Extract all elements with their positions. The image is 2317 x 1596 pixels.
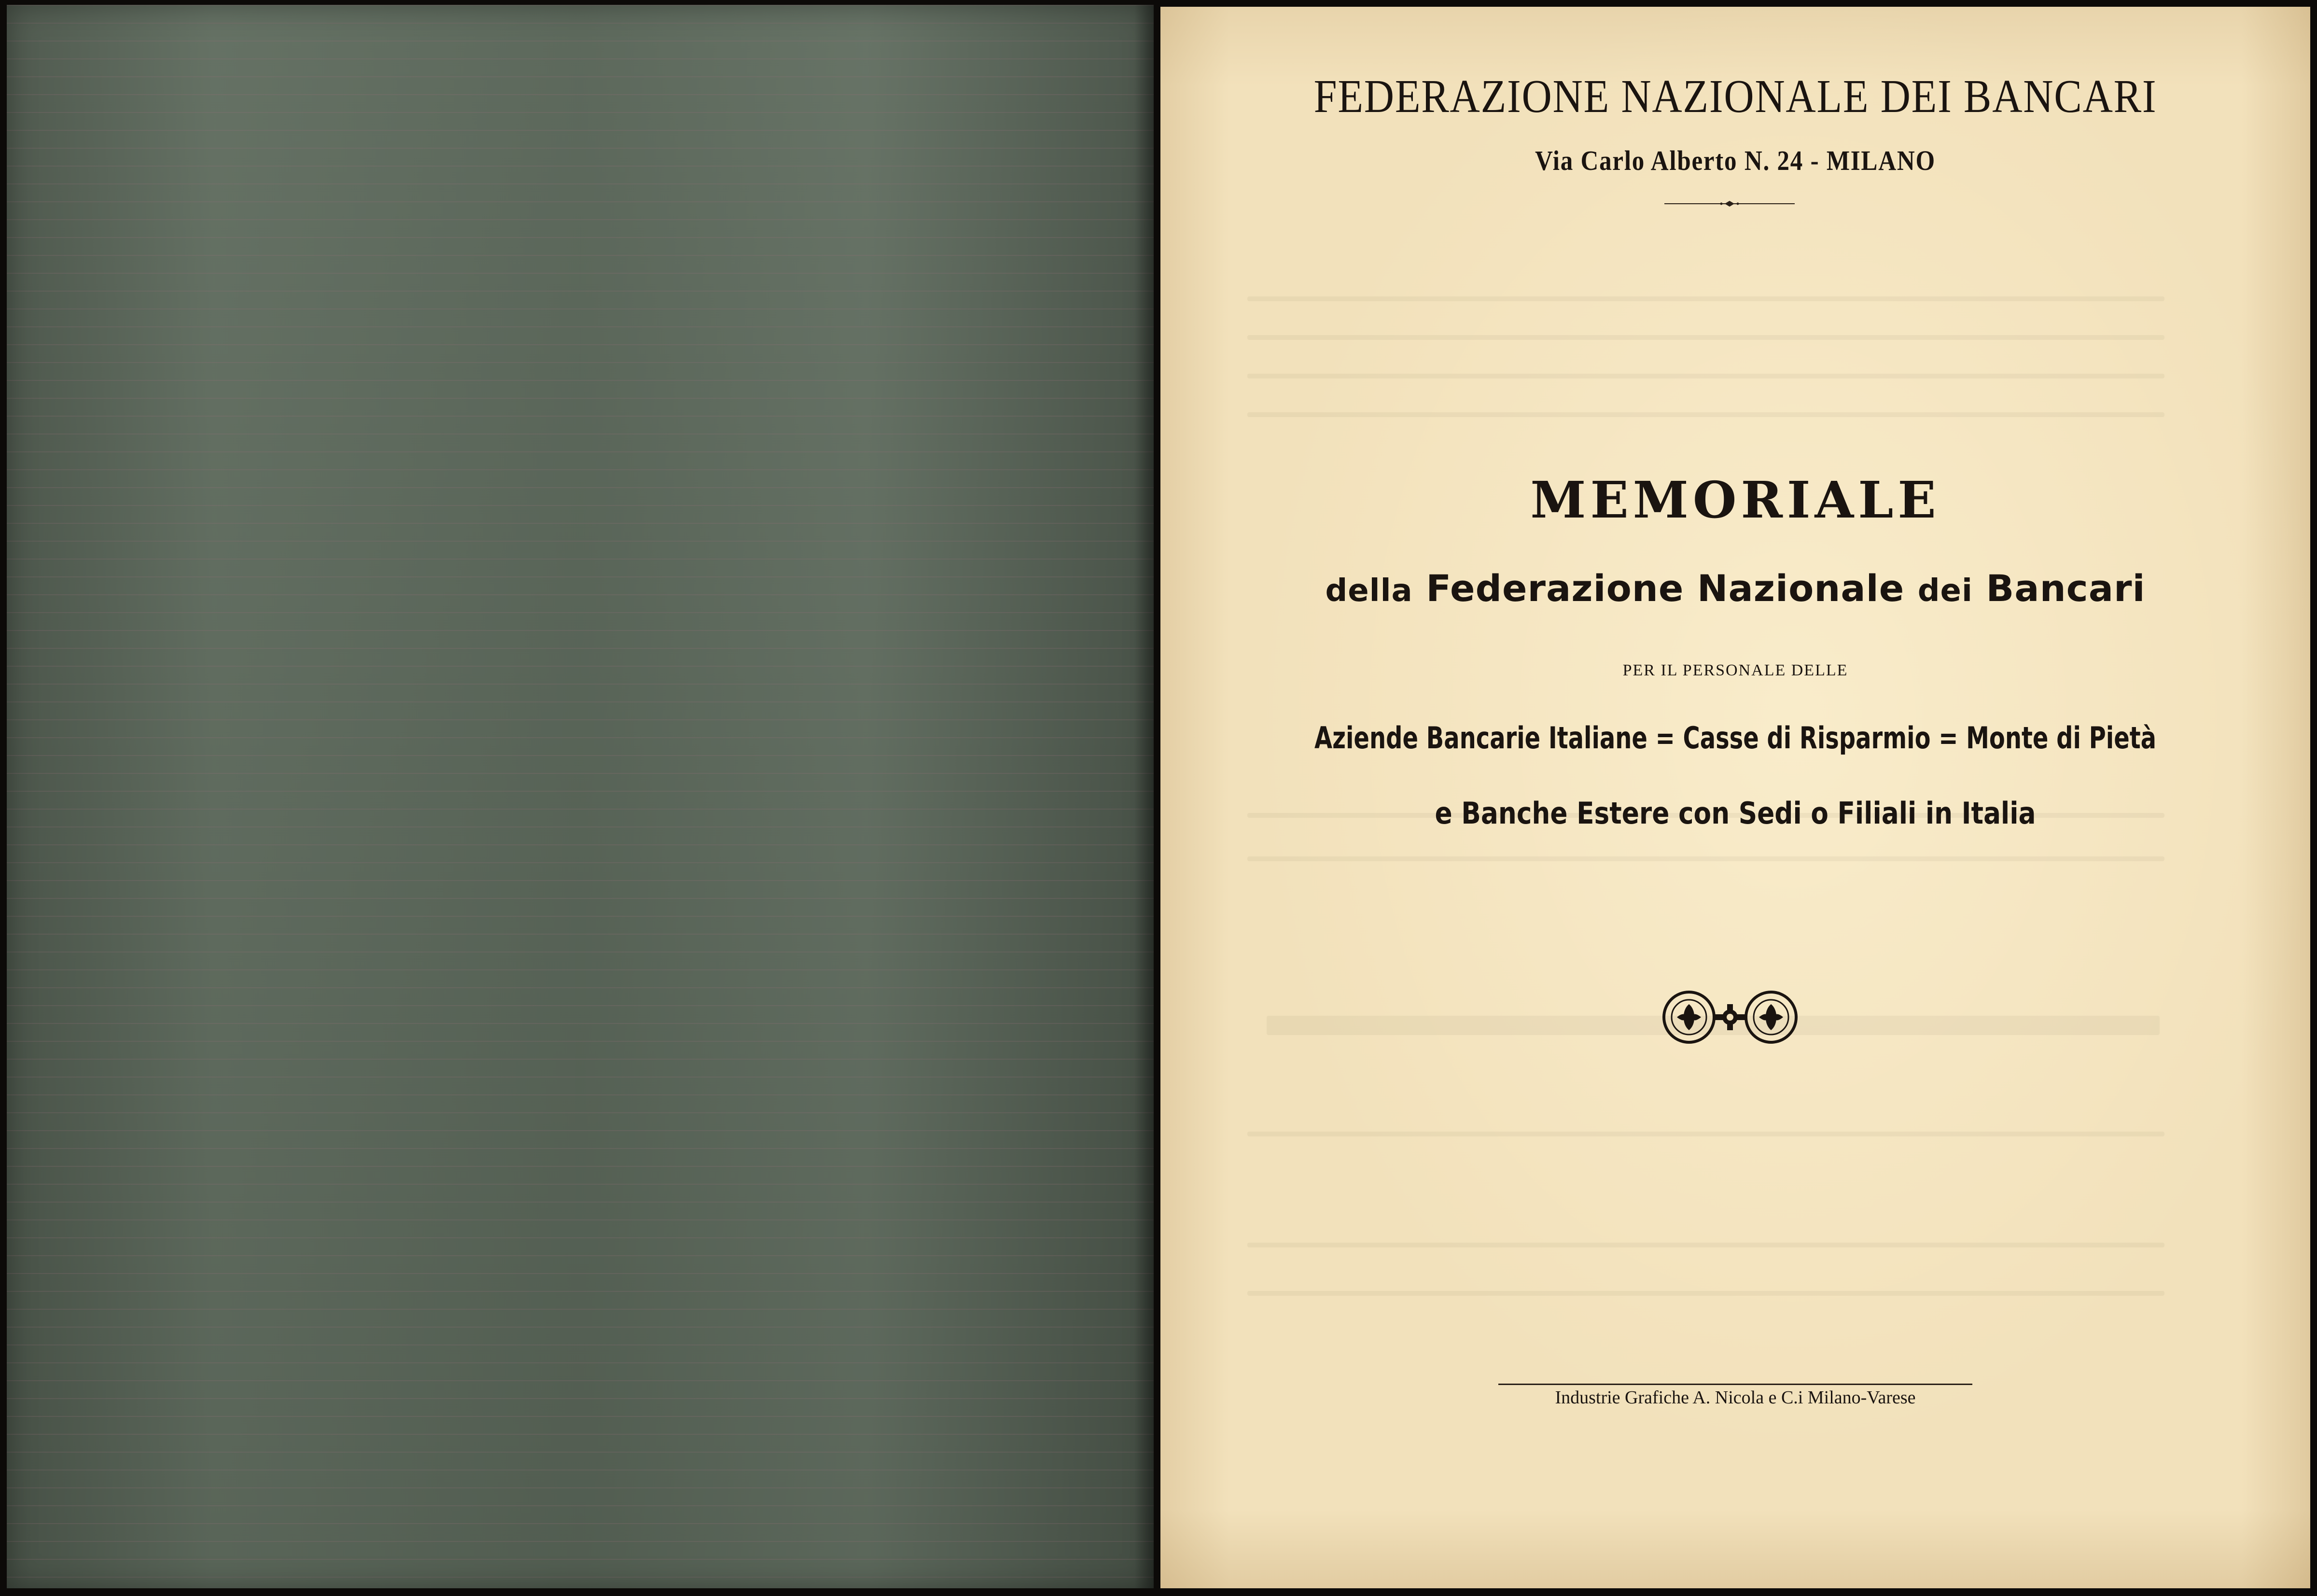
organization-address: Via Carlo Alberto N. 24 - MILANO — [1535, 145, 1936, 176]
show-through — [1247, 1132, 2164, 1136]
subtitle-della: della — [1325, 573, 1413, 609]
subtitle-bancari: Bancari — [1986, 567, 2146, 610]
aziende-line: Aziende Bancarie Italiane = Casse di Risparmio = Monte di Pietà — [1314, 720, 2157, 756]
title-page — [1160, 7, 2310, 1588]
organization-heading: FEDERAZIONE NAZIONALE DEI BANCARI — [1313, 70, 2157, 123]
back-cover-page — [7, 5, 1154, 1588]
subtitle-dei: dei — [1917, 573, 1973, 609]
printer-ornament-icon — [1658, 986, 1802, 1049]
show-through — [1247, 1291, 2164, 1296]
show-through — [1247, 296, 2164, 301]
per-personale-text: PER IL PERSONALE DELLE — [1622, 661, 1848, 679]
show-through — [1247, 856, 2164, 861]
show-through — [1247, 335, 2164, 340]
show-through — [1247, 1243, 2164, 1247]
printer-imprint: Industrie Grafiche A. Nicola e C.i Milano-Varese — [1498, 1384, 1972, 1408]
document-subtitle — [1160, 567, 2310, 610]
show-through — [1247, 412, 2164, 417]
document-title: MEMORIALE — [1530, 470, 1940, 530]
subtitle-federazione: Federazione Nazionale — [1426, 567, 1905, 610]
decorative-divider-icon — [1664, 200, 1795, 208]
cover-fold-shadow — [1134, 5, 1154, 1588]
banche-line: e Banche Estere con Sedi o Filiali in Italia — [1435, 796, 2036, 831]
show-through — [1247, 374, 2164, 378]
